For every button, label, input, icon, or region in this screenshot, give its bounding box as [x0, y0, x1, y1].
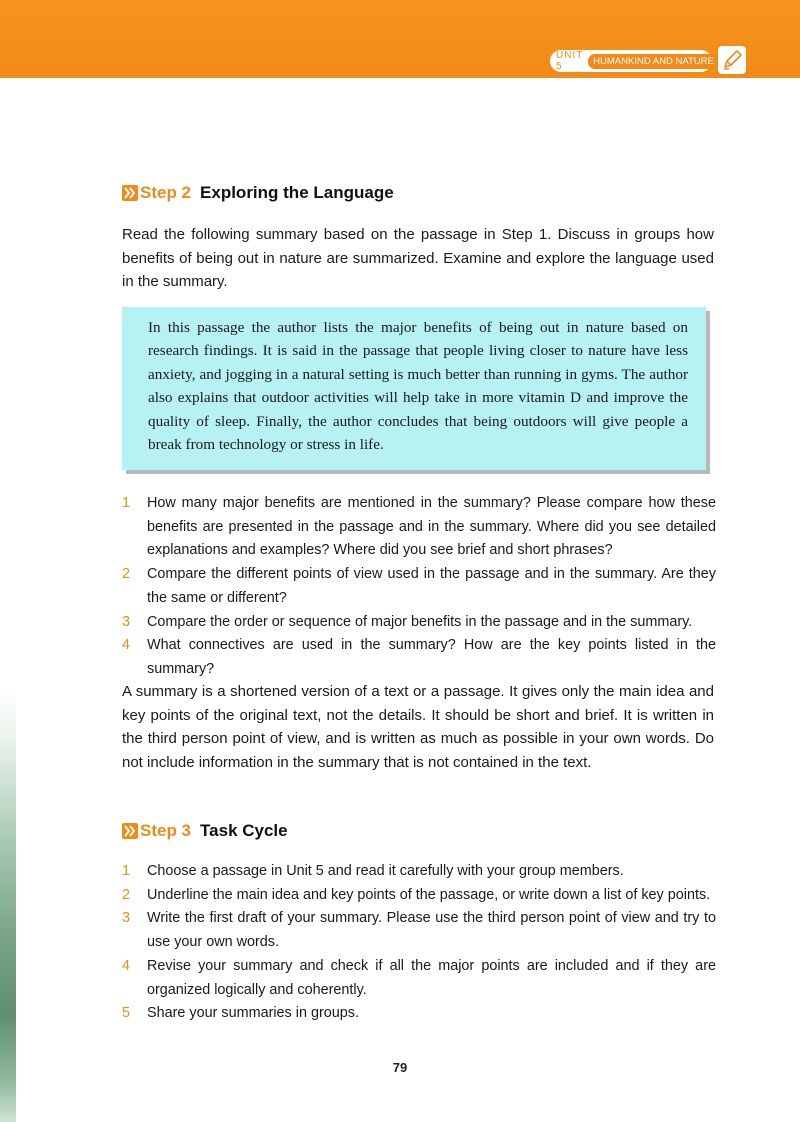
question-number: 3 [122, 613, 131, 630]
list-item [122, 611, 716, 635]
task-number: 2 [122, 886, 131, 903]
step3-title: Task Cycle [200, 821, 288, 840]
task-text: Underline the main idea and key points of the passage, or write down a list of key points. [147, 886, 711, 903]
task-text: Choose a passage in Unit 5 and read it carefully with your group members. [147, 863, 624, 879]
step2-question-list [122, 492, 716, 682]
list-item [122, 860, 716, 884]
question-number: 4 [122, 637, 131, 654]
task-text: Revise your summary and check if all the major points are included and if they are organized logically and coherently. [147, 957, 716, 998]
double-chevron-icon [122, 823, 138, 839]
page-number: 79 [392, 1060, 408, 1075]
step2-heading [122, 182, 394, 204]
list-item [122, 1002, 716, 1026]
summary-text: In this passage the author lists the major benefits of being out in nature based on research findings. It is said in the passage that people living closer to nature have less anxiety, and jogging in a natural setting is much better than running in gyms. The author also explains that outdoor activities will help take in more vitamin D and improve the quality of sleep. Finally, the author concludes that being outdoors will give people a break from technology or stress in life. [148, 319, 688, 454]
side-forest-strip [0, 690, 16, 1122]
task-text: Share your summaries in groups. [147, 1005, 359, 1022]
step2-title: Exploring the Language [200, 183, 394, 202]
task-number: 3 [122, 910, 131, 927]
task-number: 5 [122, 1005, 131, 1022]
step3-label: Step 3 [140, 821, 192, 840]
task-text: Write the first draft of your summary. Please use the third person point of view and try to use your own words. [147, 910, 716, 951]
step3-task-list [122, 860, 716, 1026]
step3-heading [122, 820, 288, 842]
task-number: 4 [122, 957, 131, 974]
task-number: 1 [122, 863, 131, 879]
list-item [122, 492, 716, 563]
list-item [122, 634, 716, 681]
list-item [122, 884, 716, 908]
question-text: What connectives are used in the summary? How are the key points listed in the summary? [147, 637, 716, 677]
double-chevron-icon [122, 185, 138, 201]
unit-title: HUMANKIND AND NATURE [588, 54, 719, 69]
unit-label: UNIT 5 [556, 50, 584, 72]
summary-definition: A summary is a shortened version of a text or a passage. It gives only the main idea and key points of the original text, not the details. It should be short and brief. It is written in the third person point of view, and is written as much as possible in your own words. Do not include information in the summary that is not contained in the text. [122, 683, 714, 771]
question-number: 2 [122, 566, 131, 583]
question-text: How many major benefits are mentioned in the summary? Please compare how these benefits are presented in the passage and in the summary. Where did you see detailed explanations and examples? Where did you see brief and short phrases? [147, 495, 716, 559]
question-text: Compare the order or sequence of major benefits in the passage and in the summary. [147, 613, 693, 630]
question-number: 1 [122, 495, 131, 511]
pen-icon [718, 46, 746, 74]
unit-badge [550, 50, 712, 72]
list-item [122, 563, 716, 610]
step2-label: Step 2 [140, 183, 192, 202]
list-item [122, 907, 716, 954]
question-text: Compare the different points of view used in the passage and in the summary. Are they the same or different? [147, 566, 716, 606]
summary-box [122, 307, 706, 470]
list-item [122, 955, 716, 1002]
header-banner [0, 0, 800, 78]
step2-intro: Read the following summary based on the passage in Step 1. Discuss in groups how benefits of being out in nature are summarized. Examine and explore the language used in the summary. [122, 226, 714, 290]
